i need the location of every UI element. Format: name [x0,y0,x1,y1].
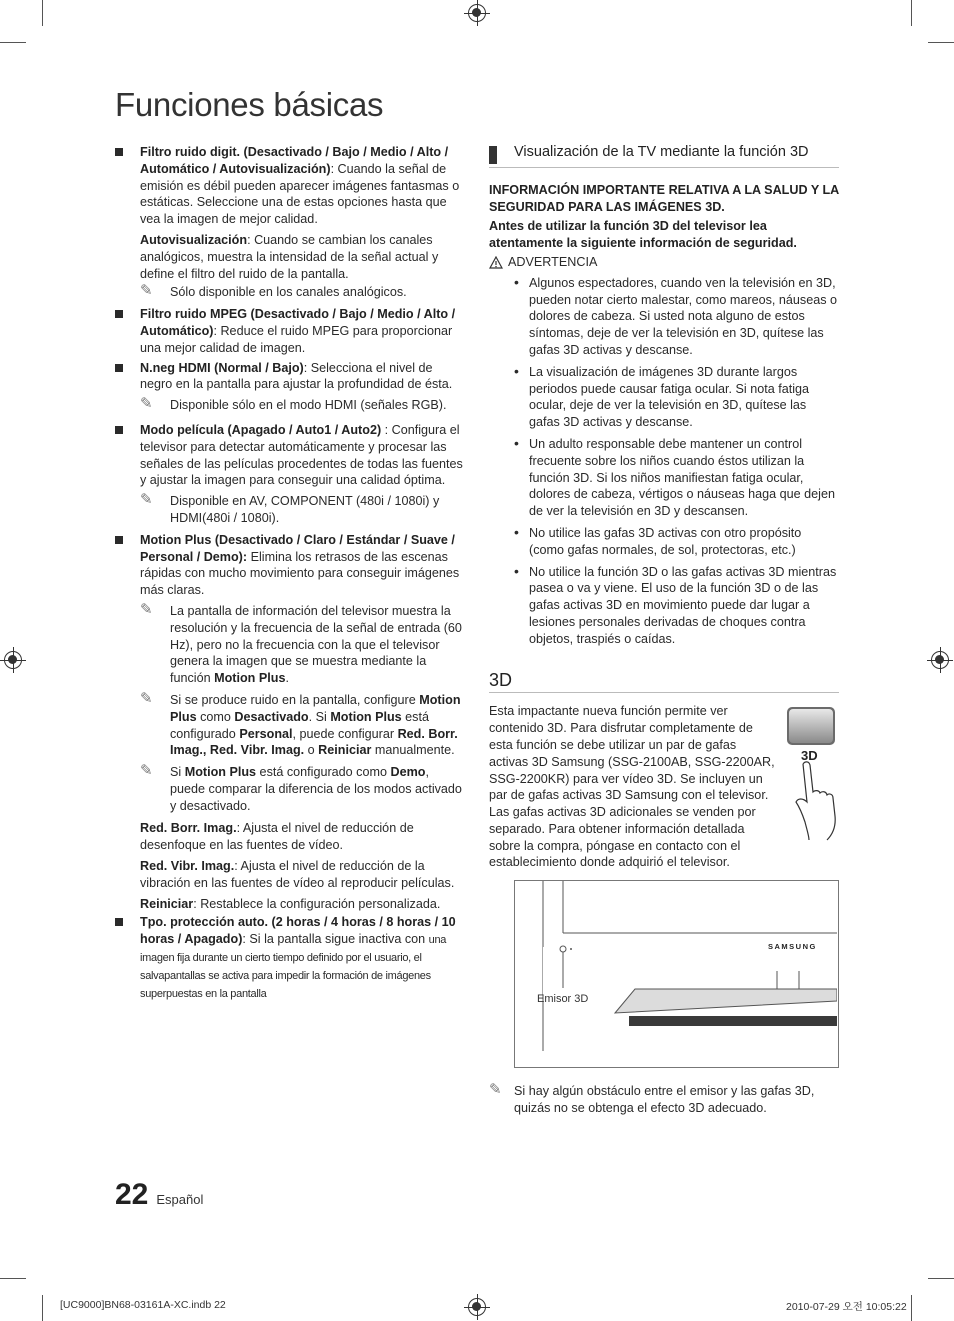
sub-item: Red. Vibr. Imag.: Ajusta el nivel de reducción de la vibración en las fuentes de vídeo al reproducir películas. [140,859,455,890]
tv-figure [514,880,839,1068]
square-bullet-icon [115,918,123,926]
list-item: Modo película (Apagado / Auto1 / Auto2) : Configura el televisor para detectar automáticamente y procesar las señales de las películas procedentes de todas las fuentes y ajustar la imagen para conseguir una calidad óptima. ✎ Disponible en AV, COMPONENT (480i / 1080i) y HDMI(480i / 1080i). [115,422,465,527]
list-item: N.neg HDMI (Normal / Bajo): Selecciona el nivel de negro en la pantalla para ajustar la profundidad de ésta. ✎ Disponible sólo en el modo HDMI (señales RGB). [115,360,465,414]
page-footer [115,1178,203,1212]
3d-button-label: 3D [801,748,818,763]
square-bullet-icon [115,426,123,434]
crop-mark [0,42,26,43]
tv-emitter-illustration [515,881,837,1066]
note-pencil-icon: ✎ [140,491,153,509]
note: ✎ Si hay algún obstáculo entre el emisor y las gafas 3D, quizás no se obtenga el efecto 3D adecuado. [489,1081,815,1115]
square-bullet-icon [115,148,123,156]
list-item: • No utilice la función 3D o las gafas activas 3D mientras pasea o va y viene. El uso de la función 3D o de las gafas activas 3D en movimiento puede dar lugar a lesiones personales derivadas de choques contra objetos, traspiés o caídas. [514,562,837,646]
note: ✎ Si se produce ruido en la pantalla, configure Motion Plus como Desactivado. Si Motion Plus está configurado Personal, puede configurar Red. Borr. Imag., Red. Vibr. Imag. o Reiniciar manualmente. [140,689,461,758]
note-pencil-icon: ✎ [140,689,153,707]
tv-brand: SAMSUNG [768,942,817,951]
emitter-label: Emisor 3D [537,993,589,1005]
crop-mark [928,42,954,43]
crop-mark [42,1295,43,1321]
note-pencil-icon: ✎ [140,395,153,413]
note: ✎ Disponible en AV, COMPONENT (480i / 1080i) y HDMI(480i / 1080i). [140,491,440,525]
bullet-dot-icon: • [514,562,519,579]
remote-3d-button-illustration [783,700,841,842]
3d-logo-icon [785,704,837,748]
print-slug-left: [UC9000]BN68-03161A-XC.indb 22 [60,1299,226,1311]
list-item: • No utilice las gafas 3D activas con otro propósito (como gafas normales, de sol, protectoras, etc.) [514,523,802,557]
note-pencil-icon: ✎ [140,762,153,780]
bullet-dot-icon: • [514,523,519,540]
page-number: 22 [115,1178,149,1211]
health-intro: Antes de utilizar la función 3D del televisor lea atentamente la siguiente información de seguridad. [489,219,797,251]
list-item: Filtro ruido MPEG (Desactivado / Bajo / Medio / Alto / Automático): Reduce el ruido MPEG para proporcionar una mejor calidad de imagen. [115,306,465,356]
section-heading: Visualización de la TV mediante la función 3D [489,144,839,168]
list-item: Motion Plus (Desactivado / Claro / Estándar / Suave / Personal / Demo): Elimina los retrasos de las escenas rápidas con mucho movimiento para conseguir imágenes más claras. ✎ La pantalla de información del televisor muestra la resolución y la frecuencia de la señal de entrada (60 Hz), pero no la frecuencia con la que el televisor genera la imagen que se muestra mediante la función Motion Plus. ✎ Si se produce ruido en la pantalla, configure Motion Plus como Desactivado. Si Motion Plus está configurado Personal, puede configurar Red. Borr. Imag., Red. Vibr. Imag. o Reiniciar manualmente. ✎ Si Motion Plus está configurado como Demo, puede comparar la diferencia de los modos activado y desactivado. Red. Borr. Imag.: Ajusta el nivel de reducción de desenfoque en las fuentes de vídeo. Red. Vibr. Imag.: Ajusta el nivel de reducción de la vibración en las fuentes de vídeo al reproducir películas. Reiniciar: Restablece la configuración personalizada. [115,532,465,913]
health-title: INFORMACIÓN IMPORTANTE RELATIVA A LA SALUD Y LA SEGURIDAD PARA LAS IMÁGENES 3D. [489,182,839,214]
sub-item: Reiniciar: Restablece la configuración personalizada. [140,896,441,911]
square-bullet-icon [115,536,123,544]
crop-mark [911,0,912,26]
registration-mark-icon [468,4,486,22]
sub-item: Autovisualización: Cuando se cambian los canales analógicos, muestra la intensidad de la señal actual y define el filtro del ruido de la pantalla. [140,232,439,281]
list-item: • La visualización de imágenes 3D durante largos periodos puede causar fatiga ocular. Si nota fatiga ocular, deje de ver la televisión en 3D, quítese las gafas 3D activas y descanse. [514,362,810,430]
warning-triangle-icon [489,256,503,269]
sub-item: Red. Borr. Imag.: Ajusta el nivel de reducción de desenfoque en las fuentes de vídeo. [140,821,414,853]
note: ✎ La pantalla de información del televisor muestra la resolución y la frecuencia de la señal de entrada (60 Hz), pero no la frecuencia con la que el televisor genera la imagen que se muestra mediante la función Motion Plus. [140,600,462,686]
list-item: Tpo. protección auto. (2 horas / 4 horas / 8 horas / 10 horas / Apagado): Si la pantalla sigue inactiva con una imagen fija durante un cierto tiempo definido por el usuario, el salvapantallas se activa para impedir la formación de imágenes superpuestas en la pantalla [115,914,465,1002]
list-item: • Un adulto responsable debe mantener un control frecuente sobre los niños cuando éstos utilizan la función 3D. Si los niños manifiestan fatiga ocular, dolores de cabeza, vértigos o náuseas haga que dejen de ver la televisión en 3D y descansen. [514,434,835,519]
crop-mark [928,1278,954,1279]
hand-pointer-icon [787,760,843,842]
registration-mark-icon [4,651,22,669]
note-pencil-icon: ✎ [489,1081,502,1098]
square-bullet-icon [115,364,123,372]
bullet-dot-icon: • [514,273,519,290]
warning-label: ADVERTENCIA [489,254,839,271]
bullet-dot-icon: • [514,362,519,379]
note: ✎ Sólo disponible en los canales analógicos. [140,282,407,300]
note-pencil-icon: ✎ [140,600,153,618]
heading-bar-icon [489,146,497,164]
crop-mark [0,1278,26,1279]
paragraph-3d: Esta impactante nueva función permite ver contenido 3D. Para disfrutar completamente de esta función se debe utilizar un par de gafas activas 3D Samsung (SSG-2100AB, SSG-2200AR, SSG-2200KR) para ver vídeo 3D. Se incluyen un par de gafas activas 3D Samsung con el televisor. Las gafas activas 3D adicionales se venden por separado. Para obtener información detallada sobre la compra, póngase en contacto con el establecimiento donde adquirió el televisor. [489,704,775,870]
registration-mark-icon [931,651,949,669]
registration-mark-icon [468,1298,486,1316]
list-item: Filtro ruido digit. (Desactivado / Bajo / Medio / Alto / Automático / Autovisualización): Cuando la señal de emisión es débil pueden aparecer imágenes fantasmas o estáticas. Seleccione una de estas opciones hasta que vea la imagen de mejor calidad. Autovisualización: Cuando se cambian los canales analógicos, muestra la intensidad de la señal actual y define el filtro del ruido de la pantalla. ✎ Sólo disponible en los canales analógicos. [115,144,465,301]
print-slug-right: 2010-07-29 오전 10:05:22 [786,1301,907,1313]
left-column [115,144,465,1004]
note: ✎ Disponible sólo en el modo HDMI (señales RGB). [140,395,447,413]
bullet-dot-icon: • [514,434,519,451]
heading-3d: 3D [489,672,839,694]
list-item: • Algunos espectadores, cuando ven la televisión en 3D, pueden notar cierto malestar, como mareos, náuseas o dolores de cabeza. Si usted nota alguno de estos síntomas, deje de ver la televisión en 3D, quítese las gafas 3D activas y descanse. [514,273,838,357]
page-language: Español [156,1192,204,1207]
crop-mark [42,0,43,26]
crop-mark [911,1295,912,1321]
note: ✎ Si Motion Plus está configurado como Demo, puede comparar la diferencia de los modos activado y desactivado. [140,762,462,813]
square-bullet-icon [115,310,123,318]
note-pencil-icon: ✎ [140,282,153,300]
page-title: Funciones básicas [115,86,384,123]
